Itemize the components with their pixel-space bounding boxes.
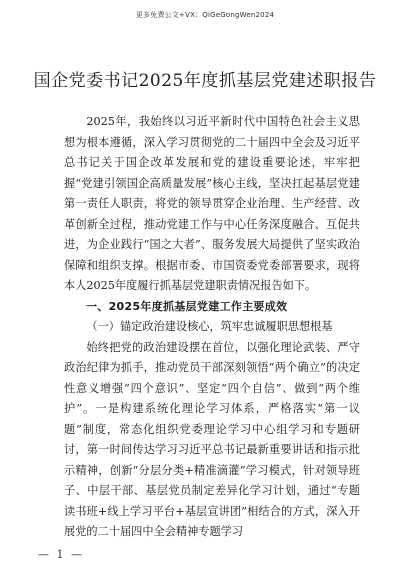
header-note: 更多免费公文+VX：QiGeGongWen2024 [135,11,275,19]
document-title: 国企党委书记2025年度抓基层党建述职报告 [33,71,377,91]
document-body [64,112,360,543]
subsection-heading: （一）锚定政治建设核心，筑牢忠诚履职思想根基 [86,320,333,333]
intro-paragraph: 2025年，我始终以习近平新时代中国特色社会主义思想为根本遵循，深入学习贯彻党的二十届四中全会及习近平总书记关于国企改革发展和党的建设重要论述，牢牢把握“党建引领国企高质量发展”核心主线，坚决扛起基层党建第一责任人职责，将党的领导贯穿企业治理、生产经营、改革创新全过程，推动党建工作与中心任务深度融合、互促共进，为企业践行“国之大者”、服务发展大局提供了坚实政治保障和组织支撑。根据市委、市国资委党委部署要求，现将本人2025年度履行抓基层党建职责情况报告如下。 [64,115,360,292]
subsection-paragraph: 始终把党的政治建设摆在首位，以强化理论武装、严守政治纪律为抓手，推动党员干部深刻领悟“两个确立”的决定性意义增强“四个意识”、坚定“四个自信”、做到“两个维护”。一是构建系统化理论学习体系，严格落实“第一议题”制度，常态化组织党委理论学习中心组学习和专题研讨，第一时间传达学习习近平总书记最新重要讲话和指示批示精神，创新“分层分类+精准滴灌”学习模式，针对领导班子、中层干部、基层党员制定差异化学习计划，通过“专题读书班+线上学习平台+基层宣讲团”相结合的方式，深入开展党的二十届四中全会精神专题学习 [64,340,360,538]
section-heading: 一、2025年度抓基层党建工作主要成效 [86,299,288,313]
page-number: — 1 — [38,548,84,561]
